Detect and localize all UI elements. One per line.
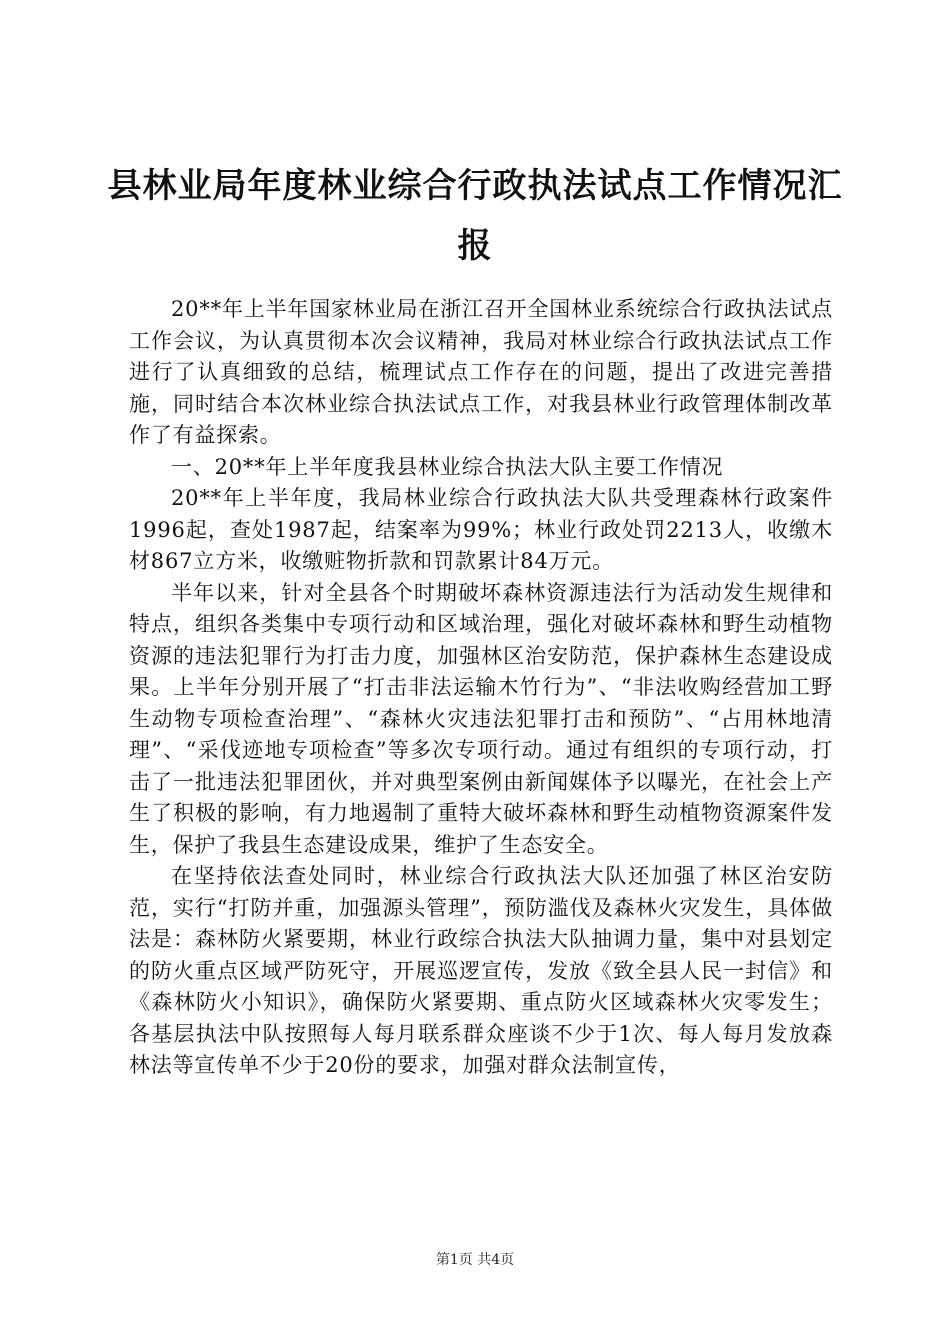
section-heading-1: 一、20**年上半年度我县林业综合执法大队主要工作情况 xyxy=(171,454,724,479)
paragraph-statistics: 20**年上半年度，我局林业综合行政执法大队共受理森林行政案件1996起，查处1987起，结案率为99%；林业行政处罚2213人，收缴木材867立方米，收缴赃物折款和罚款累计84万元。 xyxy=(129,486,833,573)
paragraph-intro: 20**年上半年国家林业局在浙江召开全国林业系统综合行政执法试点工作会议，为认真贯彻本次会议精神，我局对林业综合行政执法试点工作进行了认真细致的总结，梳理试点工作存在的问题，提出了改进完善措施，同时结合本次林业综合执法试点工作，对我县林业行政管理体制改革作了有益探索。 xyxy=(129,297,833,447)
document-title: 县林业局年度林业综合行政执法试点工作情况汇报 xyxy=(107,166,843,266)
document-body xyxy=(129,294,833,1082)
page-footer: 第1页 共4页 xyxy=(435,1252,515,1268)
paragraph-prevention: 在坚持依法查处同时，林业综合行政执法大队还加强了林区治安防范，实行“打防并重，加强源头管理”，预防滥伐及森林火灾发生，具体做法是：森林防火紧要期，林业行政综合执法大队抽调力量，集中对县划定的防火重点区域严防死守，开展巡逻宣传，发放《致全县人民一封信》和《森林防火小知识》，确保防火紧要期、重点防火区域森林火灾零发生；各基层执法中队按照每人每月联系群众座谈不少于1次、每人每月发放森林法等宣传单不少于20份的要求，加强对群众法制宣传， xyxy=(129,864,833,1077)
paragraph-special-actions: 半年以来，针对全县各个时期破坏森林资源违法行为活动发生规律和特点，组织各类集中专项行动和区域治理，强化对破坏森林和野生动植物资源的违法犯罪行为打击力度，加强林区治安防范，保护森林生态建设成果。上半年分别开展了“打击非法运输木竹行为”、“非法收购经营加工野生动物专项检查治理”、“森林火灾违法犯罪打击和预防”、“占用林地清理”、“采伐迹地专项检查”等多次专项行动。通过有组织的专项行动，打击了一批违法犯罪团伙，并对典型案例由新闻媒体予以曝光，在社会上产生了积极的影响，有力地遏制了重特大破坏森林和野生动植物资源案件发生，保护了我县生态建设成果，维护了生态安全。 xyxy=(129,580,833,857)
